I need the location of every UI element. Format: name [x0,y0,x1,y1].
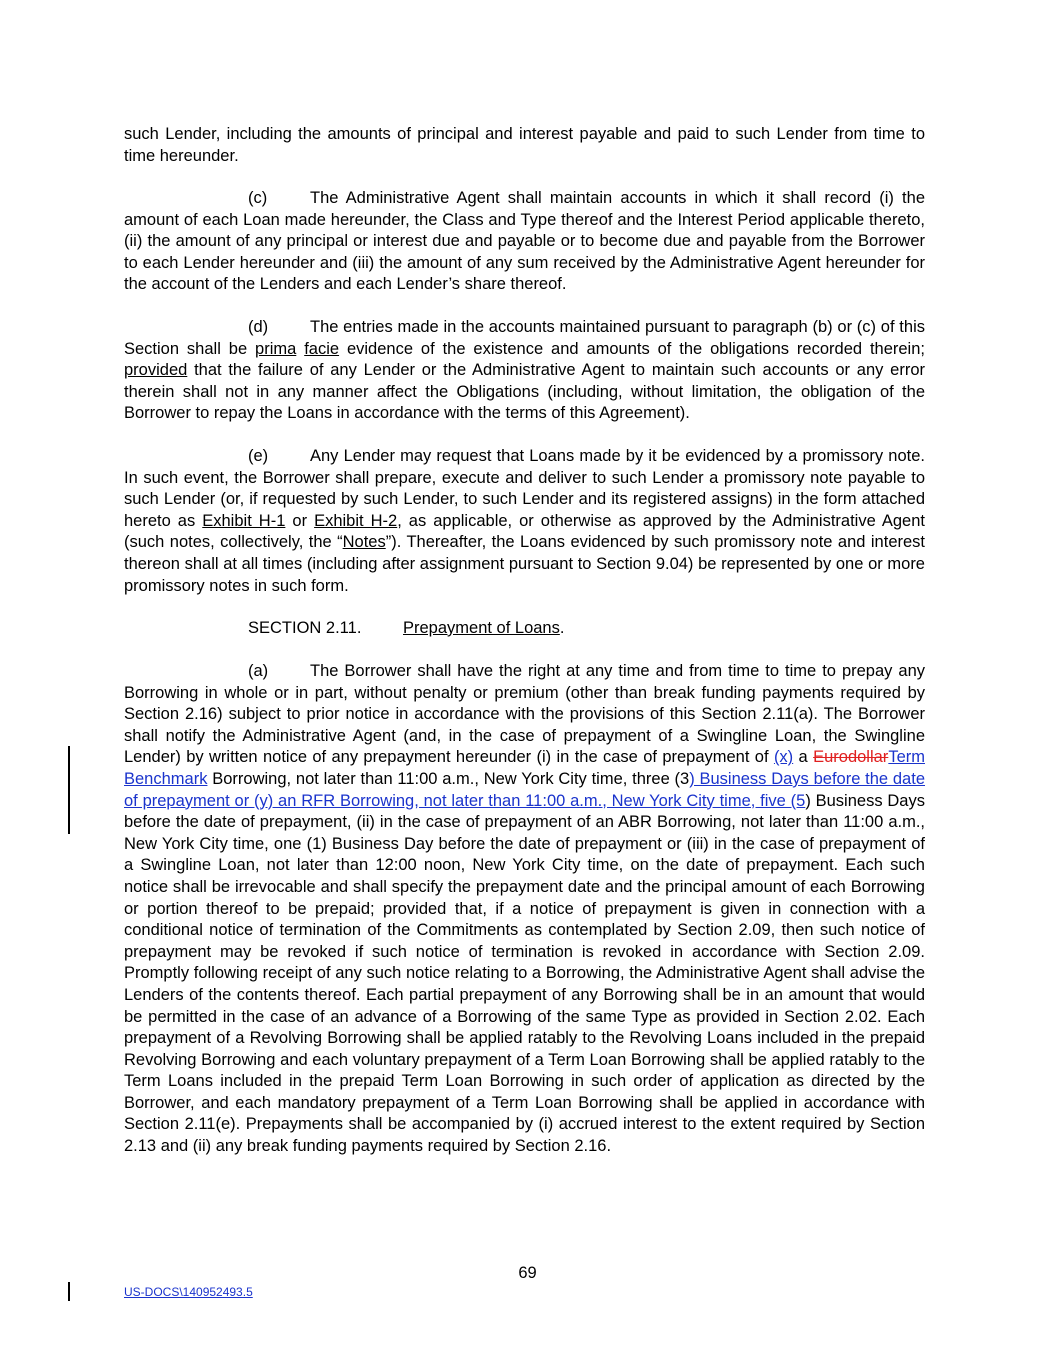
document-id: US-DOCS\140952493.5 [124,1285,253,1299]
inserted-text: Term Benchmark [124,748,925,788]
paragraph-c [124,188,925,296]
inserted-text: ) Business Days before the date of prepayment or (y) an RFR Borrowing, not later than 11:00 a.m., New York City time, five (5 [124,769,925,810]
defined-term: Notes [342,533,386,552]
page-number: 69 [518,1264,537,1282]
underlined-term: facie [304,339,340,358]
paragraph-text: such Lender, including the amounts of principal and interest payable and paid to such Lender from time to time hereunder. [124,125,925,165]
change-bar [68,1282,70,1301]
underlined-term: prima [255,339,297,358]
deleted-text: Eurodollar [813,748,889,767]
section-number: SECTION 2.11. [248,619,362,637]
paragraph-label: (a) [248,662,269,680]
section-title: Prepayment of Loans [403,619,560,637]
paragraph-label: (c) [248,189,268,207]
paragraph-label: (d) [248,318,269,336]
paragraph-d: (d) The entries made in the accounts maintained pursuant to paragraph (b) or (c) of this Section shall be prima facie evidence of the existence and amounts of the obligations recorded therein; provided that the failure of any Lender or the Administrative Agent to maintain such accounts or any error therein shall not in any manner affect the Obligations (including, without limitation, the obligation of the Borrower to repay the Loans in accordance with the terms of this Agreement). [124,318,925,423]
exhibit-reference: Exhibit H-1 [202,511,286,530]
underlined-term: provided [124,361,188,380]
section-heading: SECTION 2.11. Prepayment of Loans. [124,618,925,640]
paragraph-text: The Administrative Agent shall maintain accounts in which it shall record (i) the amount of each Loan made hereunder, the Class and Type thereof and the Interest Period applicable thereto, (ii) the amount of any principal or interest due and payable or to become due and payable from the Borrower to each Lender hereunder and (iii) the amount of any sum received by the Administrative Agent hereunder for the account of the Lenders and each Lender’s share thereof. [124,189,925,294]
change-bar [68,746,70,834]
inserted-text: (x) [773,748,794,767]
paragraph-a: (a) The Borrower shall have the right at any time and from time to time to prepay any Borrowing in whole or in part, without penalty or premium (other than break funding payments required by Section 2.16) subject to prior notice in accordance with the provisions of this Section 2.11(a). The Borrower shall notify the Administrative Agent (and, in the case of prepayment of a Swingline Loan, the Swingline Lender) by written notice of any prepayment hereunder (i) in the case of prepayment of (x) a EurodollarTerm Benchmark Borrowing, not later than 11:00 a.m., New York City time, three (3) Business Days before the date of prepayment or (y) an RFR Borrowing, not later than 11:00 a.m., New York City time, five (5) Business Days before the date of prepayment, (ii) in the case of prepayment of an ABR Borrowing, not later than 11:00 a.m., New York City time, one (1) Business Day before the date of prepayment or (iii) in the case of prepayment of a Swingline Loan, not later than 12:00 noon, New York City time, on the date of prepayment. Each such notice shall be irrevocable and shall specify the prepayment date and the principal amount of each Borrowing or portion thereof to be prepaid; provided that, if a notice of prepayment is given in connection with a conditional notice of termination of the Commitments as contemplated by Section 2.09, then such notice of prepayment may be revoked if such notice of termination is revoked in accordance with Section 2.09. Promptly following receipt of any such notice relating to a Borrowing, the Administrative Agent shall advise the Lenders of the contents thereof. Each partial prepayment of any Borrowing shall be in an amount that would be permitted in the case of an advance of a Borrowing of the same Type as provided in Section 2.02. Each prepayment of a Revolving Borrowing shall be applied ratably to the Revolving Loans included in the prepaid Revolving Borrowing and each voluntary prepayment of a Term Loan Borrowing shall be applied ratably to the Term Loans included in the prepaid Term Loan Borrowing in such order of application as directed by the Borrower, and each mandatory prepayment of a Term Loan Borrowing shall be applied in accordance with Section 2.11(e). Prepayments shall be accompanied by (i) accrued interest to the extent required by Section 2.13 and (ii) any break funding payments required by Section 2.16. [124,662,925,1156]
paragraph-intro [124,124,925,167]
paragraph-e: (e) Any Lender may request that Loans made by it be evidenced by a promissory note. In such event, the Borrower shall prepare, execute and deliver to such Lender a promissory note payable to such Lender (or, if requested by such Lender, to such Lender and its registered assigns) in the form attached hereto as Exhibit H-1 or Exhibit H-2, as applicable, or otherwise as approved by the Administrative Agent (such notes, collectively, the “Notes”). Thereafter, the Loans evidenced by such promissory note and interest thereon shall at all times (including after assignment pursuant to Section 9.04) be represented by one or more promissory notes in such form. [124,447,926,595]
exhibit-reference: Exhibit H-2 [314,511,398,530]
paragraph-label: (e) [248,447,269,465]
